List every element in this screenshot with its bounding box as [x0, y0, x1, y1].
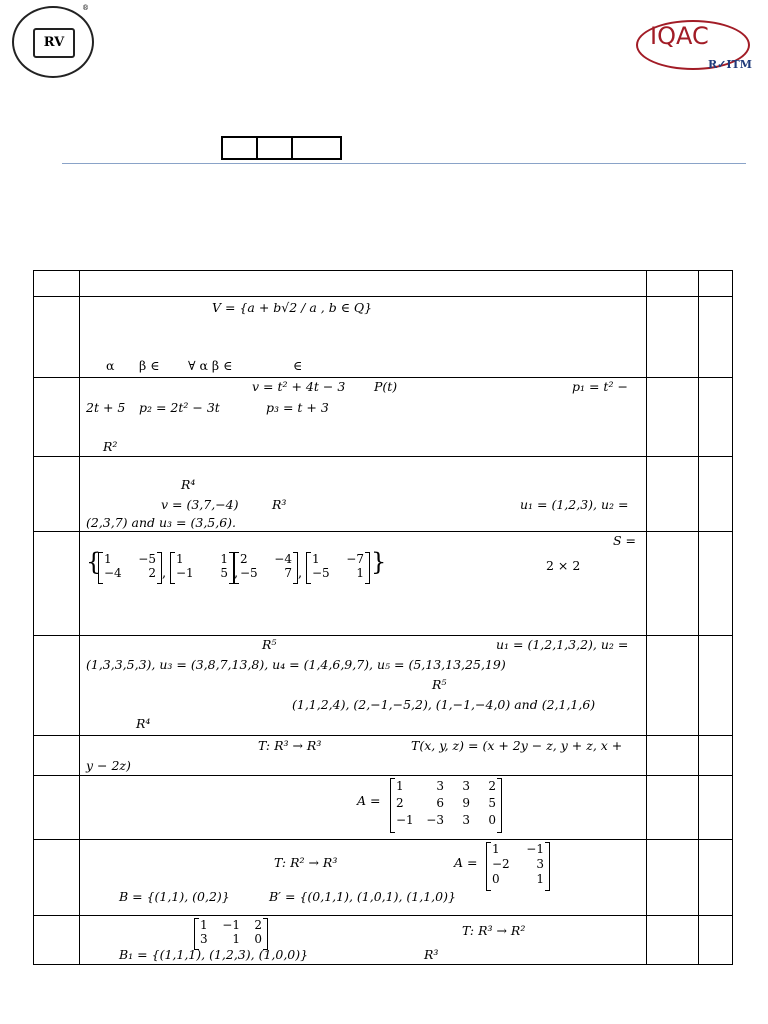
matrix-entry: −4: [274, 552, 292, 566]
matrix-entry: −1: [176, 566, 194, 580]
matrix-entry: 1: [220, 552, 228, 566]
question-table: [33, 270, 733, 965]
polynomial-p3: p₃ = t + 3: [266, 400, 329, 415]
matrix-entry: 1: [396, 779, 404, 793]
matrix-separator: ,: [234, 566, 239, 581]
set-open-brace: {: [86, 548, 102, 576]
matrix-entry: 1: [356, 566, 364, 580]
polynomial-space: P(t): [374, 379, 398, 394]
matrix-entry: 5: [220, 566, 228, 580]
space-r2: R²: [103, 439, 118, 454]
matrix-entry: 3: [200, 932, 208, 946]
space-r4: R⁴: [136, 716, 151, 731]
space-r4: R⁴: [181, 477, 196, 492]
matrix-dim: 2 × 2: [546, 558, 581, 573]
matrix-entry: 2: [240, 552, 248, 566]
seal-monogram: RV: [33, 28, 75, 58]
polynomial-p1-cont: 2t + 5: [86, 400, 126, 415]
matrix-entry: 3: [462, 779, 470, 793]
space-r3: R³: [272, 497, 287, 512]
linear-map: T: R³ → R³: [258, 738, 322, 753]
matrix-a-label: A =: [357, 793, 381, 808]
vector-v: v = (3,7,−4): [161, 497, 239, 512]
registered-mark: ®: [82, 4, 89, 12]
matrix-entry: 3: [462, 813, 470, 827]
matrix-entry: 1: [200, 918, 208, 932]
matrix-entry: 9: [462, 796, 470, 810]
basis-b1: B₁ = {(1,1,1), (1,2,3), (1,0,0)}: [119, 947, 309, 962]
matrix-entry: 1: [232, 932, 240, 946]
matrix-brackets: [98, 552, 162, 582]
vectors-u2-u3: (2,3,7) and u₃ = (3,5,6).: [86, 515, 237, 530]
polynomial-p1: p₁ = t² −: [572, 379, 628, 394]
table-row-divider: [33, 915, 733, 916]
space-r5: R⁵: [262, 637, 277, 652]
matrix-entry: 3: [536, 857, 544, 871]
matrix-entry: −3: [426, 813, 444, 827]
matrix-brackets: [390, 778, 502, 831]
matrix-entry: 1: [176, 552, 184, 566]
header-divider: [62, 163, 746, 164]
set-s-label: S =: [613, 533, 637, 548]
matrix-entry: 2: [254, 918, 262, 932]
matrix-entry: −5: [138, 552, 156, 566]
vector-list: (1,1,2,4), (2,−1,−5,2), (1,−1,−4,0) and (2,1,1,6): [292, 697, 596, 712]
matrix-entry: 0: [488, 813, 496, 827]
matrix-entry: −1: [222, 918, 240, 932]
table-row-divider: [33, 635, 733, 636]
matrix-entry: 6: [436, 796, 444, 810]
table-row-divider: [33, 735, 733, 736]
matrix-entry: 1: [104, 552, 112, 566]
code-boxes: [221, 136, 342, 160]
linear-map: T: R² → R³: [274, 855, 338, 870]
vectors-u2-u5: (1,3,3,5,3), u₃ = (3,8,7,13,8), u₄ = (1,4,6,9,7), u₅ = (5,13,13,25,19): [86, 657, 506, 672]
space-r3: R³: [424, 947, 439, 962]
table-row-divider: [33, 531, 733, 532]
linear-map-def-cont: y − 2z): [86, 758, 131, 773]
matrix-entry: 0: [492, 872, 500, 886]
matrix-entry: −1: [396, 813, 414, 827]
matrix-entry: 0: [254, 932, 262, 946]
matrix-entry: 2: [396, 796, 404, 810]
set-close-brace: }: [371, 548, 387, 576]
matrix-entry: 1: [312, 552, 320, 566]
matrix-brackets: [194, 918, 268, 948]
matrix-entry: 5: [488, 796, 496, 810]
table-row-divider: [33, 775, 733, 776]
matrix-entry: −5: [312, 566, 330, 580]
matrix-brackets: [486, 842, 550, 889]
vectors-u1-u2: u₁ = (1,2,1,3,2), u₂ =: [496, 637, 629, 652]
matrix-separator: ,: [298, 566, 303, 581]
table-col-divider: [646, 270, 647, 964]
matrix-brackets: [234, 552, 298, 582]
linear-map: T: R³ → R²: [462, 923, 526, 938]
matrix-entry: 2: [488, 779, 496, 793]
iqac-logo-text: IQAC: [650, 22, 709, 50]
matrix-entry: 2: [148, 566, 156, 580]
beta-in-symbol: β ∈: [139, 358, 160, 373]
in-symbol: ∈: [293, 358, 303, 373]
table-col-divider: [79, 270, 80, 964]
table-col-divider: [698, 270, 699, 964]
space-r5: R⁵: [432, 677, 447, 692]
table-row-divider: [33, 377, 733, 378]
matrix-entry: 3: [436, 779, 444, 793]
matrix-entry: 1: [536, 872, 544, 886]
alpha-symbol: α: [106, 358, 115, 373]
matrix-entry: −7: [346, 552, 364, 566]
matrix-brackets: [306, 552, 370, 582]
matrix-entry: −2: [492, 857, 510, 871]
table-row-divider: [33, 296, 733, 297]
linear-map-def: T(x, y, z) = (x + 2y − z, y + z, x +: [411, 738, 623, 753]
table-row-divider: [33, 456, 733, 457]
polynomial-p2: p₂ = 2t² − 3t: [139, 400, 220, 415]
vector-space-def: V = {a + b√2 / a , b ∈ Q}: [212, 300, 373, 315]
matrix-a-label: A =: [454, 855, 478, 870]
matrix-entry: −5: [240, 566, 258, 580]
vectors-u1-u2: u₁ = (1,2,3), u₂ =: [520, 497, 629, 512]
matrix-entry: −1: [526, 842, 544, 856]
basis-b: B = {(1,1), (0,2)}: [119, 889, 230, 904]
forall-symbol: ∀ α β ∈: [188, 358, 233, 373]
polynomial-v: v = t² + 4t − 3: [252, 379, 346, 394]
matrix-entry: −4: [104, 566, 122, 580]
matrix-brackets: [170, 552, 234, 582]
matrix-separator: ,: [162, 566, 167, 581]
basis-b-prime: B′ = {(0,1,1), (1,0,1), (1,1,0)}: [269, 889, 456, 904]
table-row-divider: [33, 839, 733, 840]
matrix-entry: 1: [492, 842, 500, 856]
rvitm-logo-text: R✓ITM: [708, 58, 752, 71]
matrix-entry: 7: [284, 566, 292, 580]
